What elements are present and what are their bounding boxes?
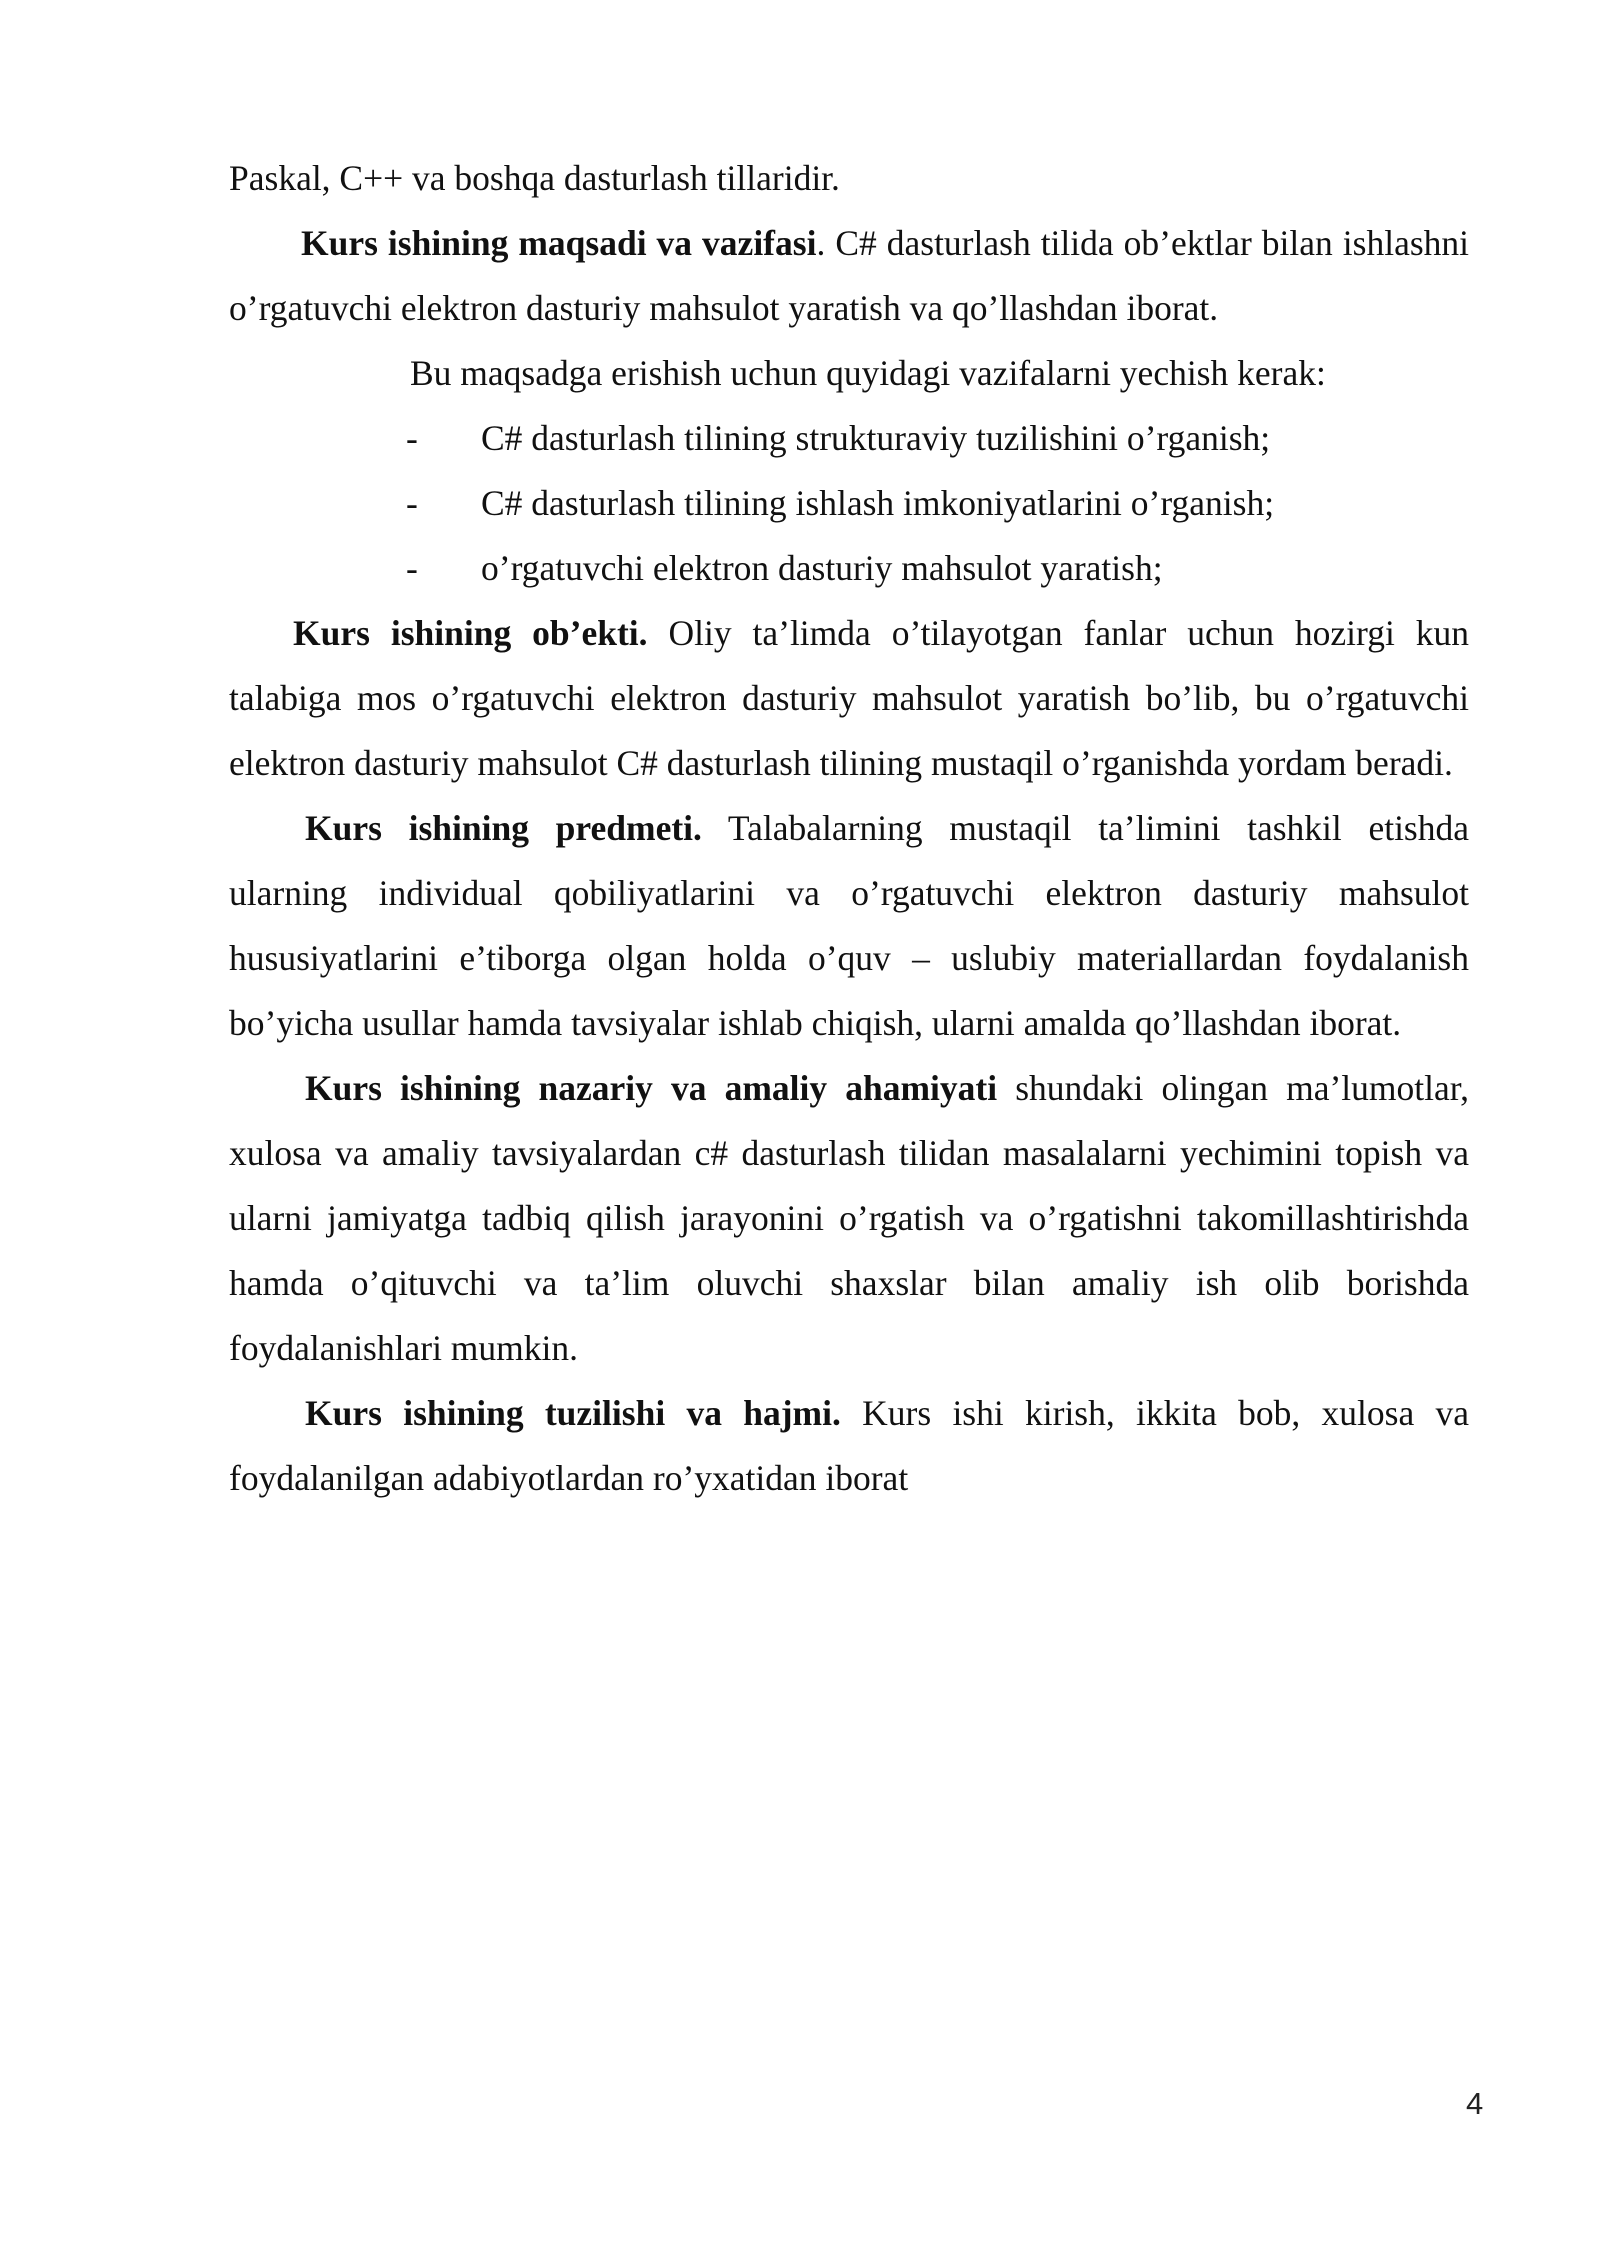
list-item-text: C# dasturlash tilining strukturaviy tuzilishini o’rganish; [481,418,1271,458]
list-item [229,406,1469,471]
paragraph-lead: Kurs ishining predmeti. [305,808,702,848]
paragraph-lead: Kurs ishining tuzilishi va hajmi. [305,1393,841,1433]
opening-line: Paskal, C++ va boshqa dasturlash tillaridir. [229,158,840,198]
list-item [229,536,1469,601]
paragraph-tuzilishi [229,1381,1469,1511]
paragraph-predmeti [229,796,1469,1056]
paragraph-text: Kurs ishi kirish, ikkita bob, xulosa va foydalanilgan adabiyotlardan ro’yxatidan iborat [229,1393,1469,1498]
list-item [229,471,1469,536]
page-body [229,146,1469,1511]
paragraph-maqsadi [229,211,1469,341]
paragraph-text: Oliy ta’limda o’tilayotgan fanlar uchun hozirgi kun talabiga mos o’rgatuvchi elektron dasturiy mahsulot yaratish bo’lib, bu o’rgatuvchi elektron dasturiy mahsulot C# dasturlash tilining mustaqil o’rganishda yordam beradi. [229,613,1469,783]
paragraph-text: shundaki olingan ma’lumotlar, xulosa va amaliy tavsiyalardan c# dasturlash tilidan masalalarni yechimini topish va ularni jamiyatga tadbiq qilish jarayonini o’rgatish va o’rgatishni takomillashtirishda hamda o’qituvchi va ta’lim oluvchi shaxslar bilan amaliy ish olib borishda foydalanishlari mumkin. [229,1068,1470,1368]
paragraph-ahamiyati [229,1056,1469,1381]
paragraph-text: . C# dasturlash tilida ob’ektlar bilan ishlashni o’rgatuvchi elektron dasturiy mahsulot yaratish va qo’llashdan iborat. [229,223,1470,328]
page-number: 4 [1466,2086,1484,2121]
paragraph-lead: Kurs ishining ob’ekti. [293,613,648,653]
list-bullet: - [406,548,418,588]
paragraph-text: Talabalarning mustaqil ta’limini tashkil etishda ularning individual qobiliyatlarini va o’rgatuvchi elektron dasturiy mahsulot hususiyatlarini e’tiborga olgan holda o’quv – uslubiy materiallardan foydalanish bo’yicha usullar hamda tavsiyalar ishlab chiqish, ularni amalda qo’llashdan iborat. [229,808,1470,1043]
list-bullet: - [406,483,418,523]
tasks-intro: Bu maqsadga erishish uchun quyidagi vazifalarni yechish kerak: [410,353,1326,393]
paragraph-obekti [229,601,1469,796]
list-item-text: C# dasturlash tilining ishlash imkoniyatlarini o’rganish; [481,483,1275,523]
list-bullet: - [406,418,418,458]
list-item-text: o’rgatuvchi elektron dasturiy mahsulot yaratish; [481,548,1163,588]
paragraph-lead: Kurs ishining nazariy va amaliy ahamiyati [305,1068,998,1108]
paragraph-lead: Kurs ishining maqsadi va vazifasi [301,223,817,263]
